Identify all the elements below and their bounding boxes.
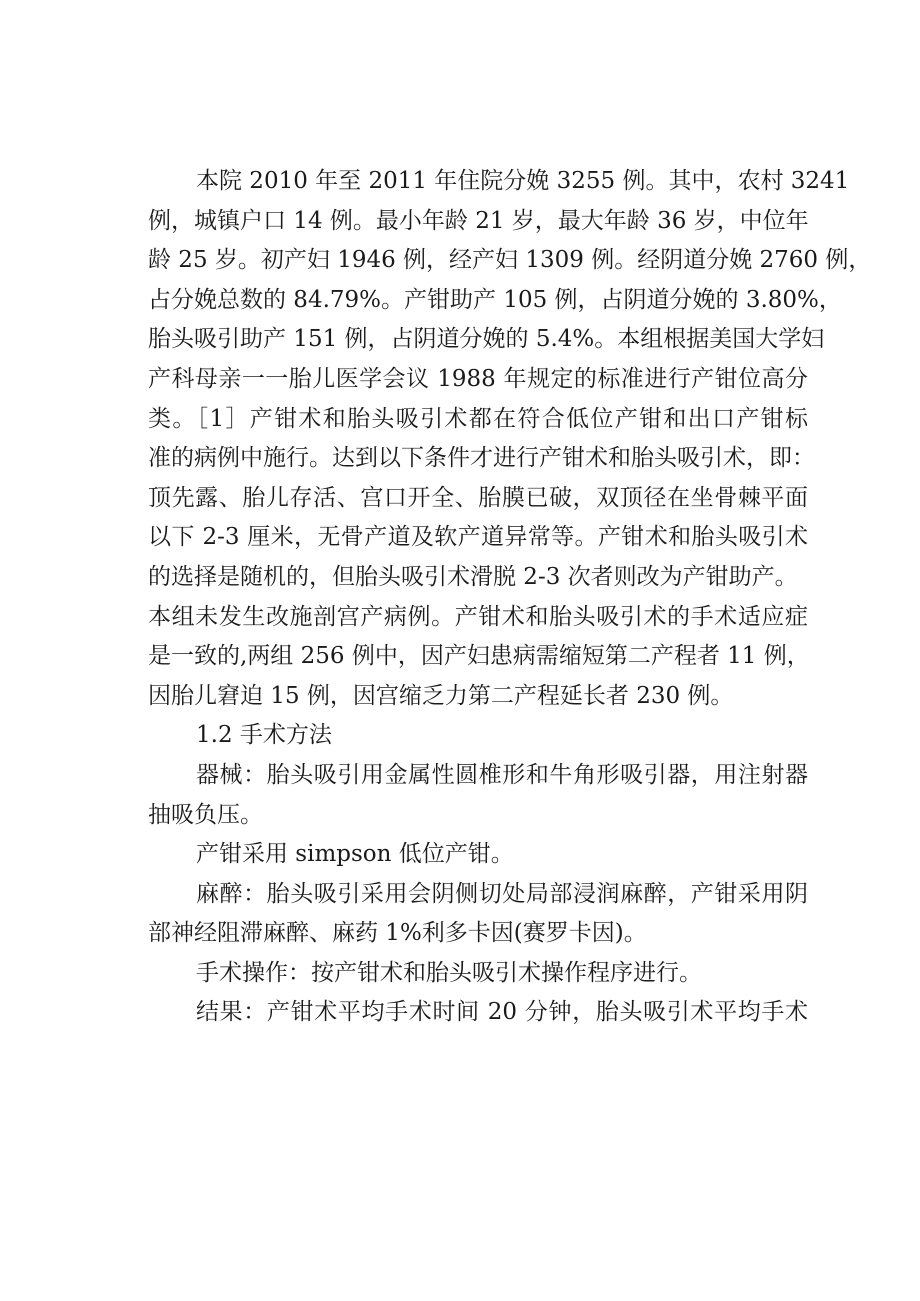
paragraph-line: 顶先露、胎儿存活、宫口开全、胎膜已破，双顶径在坐骨棘平面 [148,484,808,511]
paragraph-line: 占分娩总数的 84.79%。产钳助产 105 例，占阴道分娩的 3.80%， [148,286,842,313]
paragraph-line: 产钳采用 simpson 低位产钳。 [196,841,514,868]
paragraph-line: 的选择是随机的，但胎头吸引术滑脱 2-3 次者则改为产钳助产。 [148,563,798,590]
paragraph-line: 胎头吸引助产 151 例，占阴道分娩的 5.4%。本组根据美国大学妇 [148,326,825,353]
paragraph-line: 准的病例中施行。达到以下条件才进行产钳术和胎头吸引术，即： [148,445,815,472]
paragraph-line: 龄 25 岁。初产妇 1946 例，经产妇 1309 例。经阴道分娩 2760 例， [148,247,872,274]
section-heading: 1.2 手术方法 [196,722,332,749]
paragraph-line: 以下 2-3 厘米，无骨产道及软产道异常等。产钳术和胎头吸引术 [148,524,808,551]
document-body [148,162,872,1033]
paragraph-line: 结果：产钳术平均手术时间 20 分钟，胎头吸引术平均手术 [196,999,808,1026]
paragraph-line: 本院 2010 年至 2011 年住院分娩 3255 例。其中，农村 3241 [196,168,850,194]
paragraph-line: 类。［1］产钳术和胎头吸引术都在符合低位产钳和出口产钳标 [148,405,808,432]
paragraph-line: 因胎儿窘迫 15 例，因宫缩乏力第二产程延长者 230 例。 [148,682,734,709]
paragraph-line: 手术操作：按产钳术和胎头吸引术操作程序进行。 [196,959,702,986]
paragraph-line: 抽吸负压。 [148,801,263,828]
paragraph-line: 麻醉：胎头吸引采用会阴侧切处局部浸润麻醉，产钳采用阴 [196,880,808,907]
paragraph-line: 部神经阻滞麻醉、麻药 1%利多卡因(赛罗卡因)。 [148,920,647,947]
paragraph-line: 本组未发生改施剖宫产病例。产钳术和胎头吸引术的手术适应症 [148,603,808,630]
paragraph-line: 器械：胎头吸引用金属性圆椎形和牛角形吸引器，用注射器 [196,761,808,788]
paragraph-line: 是一致的,两组 256 例中，因产妇患病需缩短第二产程者 11 例， [148,643,810,670]
paragraph-line: 产科母亲一一胎儿医学会议 1988 年规定的标准进行产钳位高分 [148,365,808,392]
paragraph-line: 例，城镇户口 14 例。最小年龄 21 岁，最大年龄 36 岁，中位年 [148,207,809,234]
